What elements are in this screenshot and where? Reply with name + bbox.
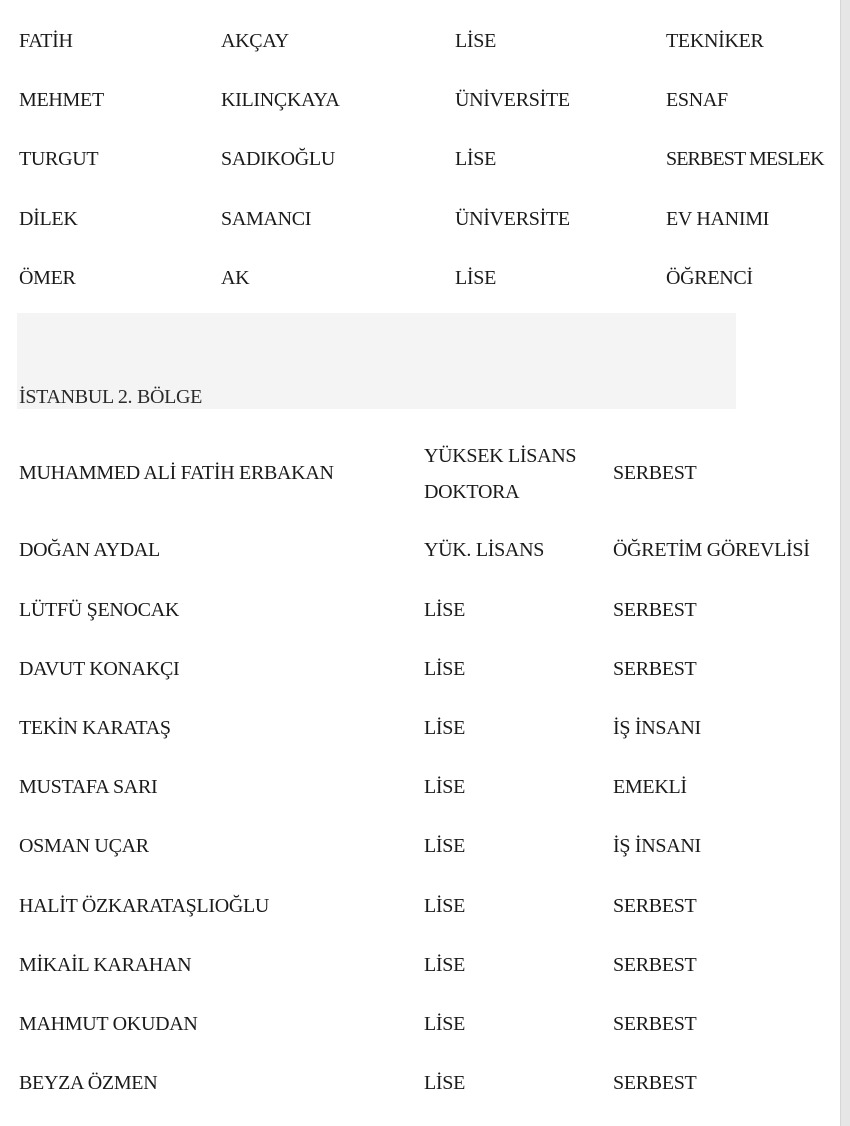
education-cell: LİSE [424,835,466,857]
occupation-cell: SERBEST MESLEK [666,148,824,170]
education-cell: LİSE [424,658,466,680]
education-cell: YÜK. LİSANS [424,539,545,561]
education-cell: LİSE [424,1072,466,1094]
name-cell: MUSTAFA SARI [19,776,158,798]
occupation-cell: SERBEST [613,1072,697,1094]
education-cell: LİSE [424,954,466,976]
occupation-cell: EMEKLİ [613,776,687,798]
name-cell: DAVUT KONAKÇI [19,658,180,680]
education-cell: ÜNİVERSİTE [455,89,570,111]
occupation-cell: TEKNİKER [666,30,764,52]
occupation-cell: SERBEST [613,1013,697,1035]
occupation-cell: ÖĞRENCİ [666,267,753,289]
name-cell: TEKİN KARATAŞ [19,717,171,739]
name-cell: OSMAN UÇAR [19,835,149,857]
education-cell: ÜNİVERSİTE [455,208,570,230]
occupation-cell: İŞ İNSANI [613,835,701,857]
education-cell: LİSE [455,148,497,170]
occupation-cell: SERBEST [613,954,697,976]
name-cell: FATİH [19,30,73,52]
education-cell-line1: YÜKSEK LİSANS [424,445,577,467]
education-cell-line2: DOKTORA [424,481,520,503]
education-cell: LİSE [424,599,466,621]
name-cell: ÖMER [19,267,76,289]
education-cell: LİSE [455,267,497,289]
occupation-cell: SERBEST [613,895,697,917]
name-cell: MAHMUT OKUDAN [19,1013,198,1035]
name-cell: DOĞAN AYDAL [19,539,160,561]
surname-cell: AK [221,267,250,289]
occupation-cell: SERBEST [613,658,697,680]
name-cell: MEHMET [19,89,104,111]
surname-cell: SADIKOĞLU [221,148,335,170]
education-cell: LİSE [424,1013,466,1035]
occupation-cell: EV HANIMI [666,208,770,230]
education-cell: LİSE [424,776,466,798]
surname-cell: KILINÇKAYA [221,89,340,111]
name-cell: LÜTFÜ ŞENOCAK [19,599,179,621]
name-cell: TURGUT [19,148,99,170]
occupation-cell: SERBEST [613,462,697,484]
education-cell: LİSE [424,717,466,739]
surname-cell: SAMANCI [221,208,312,230]
education-cell: LİSE [424,895,466,917]
name-cell: MİKAİL KARAHAN [19,954,192,976]
name-cell: MUHAMMED ALİ FATİH ERBAKAN [19,462,334,484]
name-cell: DİLEK [19,208,78,230]
name-cell: HALİT ÖZKARATAŞLIOĞLU [19,895,270,917]
occupation-cell: İŞ İNSANI [613,717,701,739]
section-title: İSTANBUL 2. BÖLGE [19,386,203,408]
name-cell: BEYZA ÖZMEN [19,1072,158,1094]
occupation-cell: ÖĞRETİM GÖREVLİSİ [613,539,810,561]
occupation-cell: SERBEST [613,599,697,621]
education-cell: LİSE [455,30,497,52]
occupation-cell: ESNAF [666,89,728,111]
page-edge-divider [840,0,850,1126]
surname-cell: AKÇAY [221,30,289,52]
